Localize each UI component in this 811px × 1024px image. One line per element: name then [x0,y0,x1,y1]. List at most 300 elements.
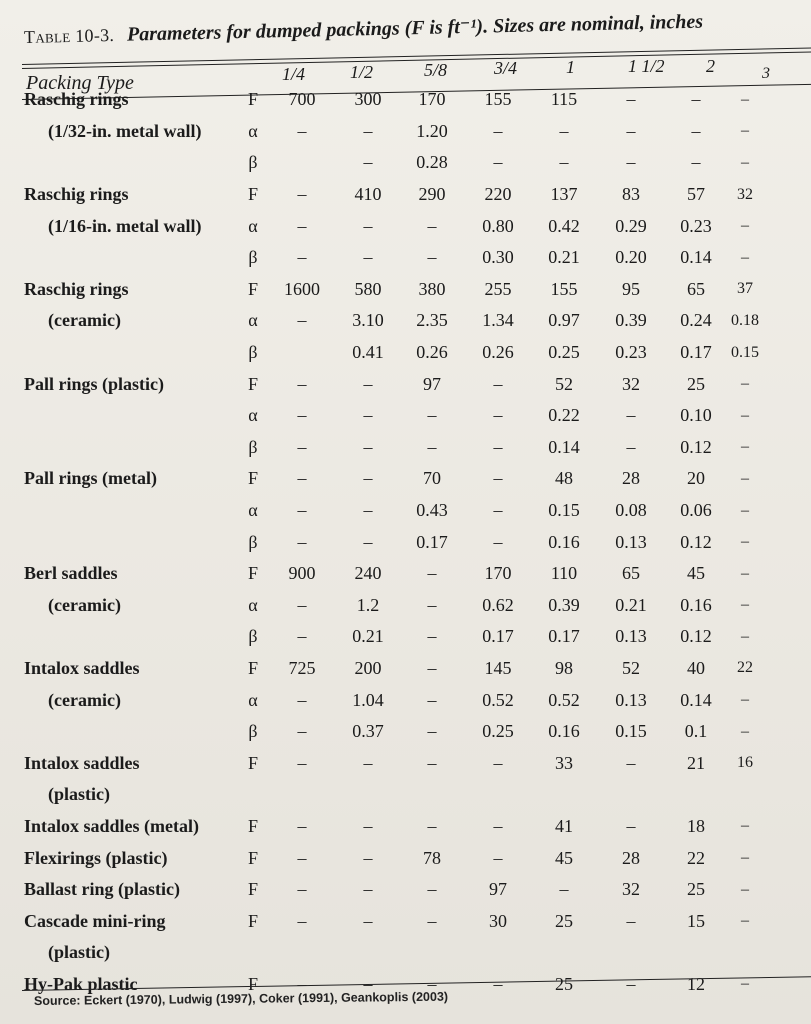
value-cell: 0.17 [416,531,448,552]
value-cell: – [363,152,373,173]
parameter-symbol-cell: β [248,247,258,268]
size-header-5-8: 5/8 [424,60,448,80]
value-cell [464,779,532,811]
parameter-symbol-cell: α [248,310,258,331]
value-cell: 0.62 [482,594,514,615]
value-cell: 170 [418,89,446,110]
size-header-3: 3 [762,65,770,82]
table-row [24,210,764,242]
value-cell: – [297,468,307,489]
value-cell: 0.21 [615,594,647,615]
value-cell: – [363,500,373,521]
value-cell [666,779,726,811]
size-header-1-2: 1/2 [350,62,374,82]
value-cell: – [363,847,373,868]
value-cell: – [427,879,437,900]
parameter-symbol-cell: F [247,373,258,394]
packing-type-cell [24,432,238,464]
top-rule-double [22,51,811,69]
table-row [24,274,764,306]
parameter-symbol-cell: α [248,405,258,426]
value-cell: 0.26 [482,342,514,363]
value-cell: 45 [687,563,705,584]
value-cell: – [427,721,437,742]
packing-type-cell: (1/32-in. metal wall) [48,120,202,141]
value-cell: 0.14 [680,247,712,268]
value-cell: 0.21 [352,626,384,647]
parameters-table [24,84,764,1000]
value-cell: – [741,596,749,614]
value-cell: 48 [555,468,573,489]
top-rule [22,47,811,65]
table-title: Parameters for dumped packings (F is ft⁻¹). Sizes are nominal, inches [126,10,704,46]
packing-type-cell: (plastic) [48,942,110,963]
table-row [24,84,764,116]
value-cell: – [741,217,749,235]
parameter-symbol-cell: F [247,563,258,584]
value-cell: 0.29 [615,215,647,236]
value-cell: 25 [687,373,705,394]
value-cell: 0.08 [615,500,647,521]
packing-type-cell [24,147,238,179]
value-cell: – [691,152,701,173]
value-cell: 290 [418,184,446,205]
value-cell: 0.14 [680,689,712,710]
value-cell: 0.30 [482,247,514,268]
value-cell: 200 [354,657,382,678]
parameter-symbol-cell: F [247,910,258,931]
value-cell: 725 [288,657,316,678]
value-cell: – [297,247,307,268]
value-cell: 0.10 [680,405,712,426]
value-cell: – [297,594,307,615]
value-cell: – [363,910,373,931]
value-cell: – [363,752,373,773]
packing-type-cell: Berl saddles [24,563,118,584]
value-cell: 145 [484,657,512,678]
value-cell: – [297,436,307,457]
value-cell: – [363,120,373,141]
packing-type-cell [24,621,238,653]
parameter-symbol-cell: β [248,152,258,173]
value-cell: 220 [484,184,512,205]
value-cell: 900 [288,563,316,584]
value-cell [268,337,336,369]
value-cell: – [297,531,307,552]
value-cell: – [297,973,307,994]
value-cell: 170 [484,563,512,584]
parameter-symbol-cell: β [248,436,258,457]
table-row [24,842,764,874]
value-cell: 30 [489,910,507,931]
value-cell: – [493,436,503,457]
packing-type-cell: Intalox saddles (metal) [24,815,199,836]
value-cell: 0.52 [482,689,514,710]
value-cell: 18 [687,815,705,836]
value-cell: 45 [555,847,573,868]
value-cell: – [427,436,437,457]
value-cell: 25 [555,973,573,994]
value-cell: 22 [737,659,753,677]
value-cell: – [427,815,437,836]
value-cell: – [363,973,373,994]
value-cell: – [559,152,569,173]
value-cell: 22 [687,847,705,868]
value-cell: – [427,752,437,773]
value-cell: – [363,815,373,836]
packing-type-cell: Flexirings (plastic) [24,847,168,868]
value-cell [336,779,400,811]
table-row [24,400,764,432]
value-cell: – [741,122,749,140]
value-cell: – [427,594,437,615]
value-cell [596,937,666,969]
packing-type-cell: (1/16-in. metal wall) [48,215,202,236]
table-row [24,811,764,843]
table-row [24,432,764,464]
value-cell: – [297,405,307,426]
size-header-3-4: 3/4 [494,58,518,78]
value-cell: 0.13 [615,626,647,647]
value-cell: – [741,817,749,835]
packing-type-cell: Pall rings (plastic) [24,373,164,394]
parameter-symbol-cell: F [247,468,258,489]
value-cell: 0.97 [548,310,580,331]
value-cell: – [626,910,636,931]
packing-type-cell [24,495,238,527]
value-cell: – [427,563,437,584]
value-cell: 137 [550,184,578,205]
value-cell [532,779,596,811]
value-cell: 0.13 [615,689,647,710]
value-cell: 28 [622,468,640,489]
value-cell: 57 [687,184,705,205]
value-cell: – [297,184,307,205]
parameter-symbol-cell [238,779,268,811]
value-cell: – [741,849,749,867]
value-cell: 0.17 [680,342,712,363]
table-row [24,779,764,811]
value-cell: 32 [622,879,640,900]
parameter-symbol-cell: α [248,500,258,521]
value-cell [726,937,764,969]
value-cell: 0.12 [680,626,712,647]
value-cell: – [741,912,749,930]
value-cell: – [626,152,636,173]
value-cell: 0.28 [416,152,448,173]
value-cell: – [427,215,437,236]
packing-type-cell [24,242,238,274]
value-cell: 15 [687,910,705,931]
value-cell: – [741,438,749,456]
value-cell: – [493,468,503,489]
value-cell: – [363,373,373,394]
value-cell: 25 [555,910,573,931]
value-cell: – [427,910,437,931]
value-cell: 97 [423,373,441,394]
value-cell: 0.25 [482,721,514,742]
value-cell: – [297,500,307,521]
table-row [24,747,764,779]
table-row [24,937,764,969]
parameter-symbol-cell: β [248,721,258,742]
value-cell: – [741,153,749,171]
value-cell: 0.17 [548,626,580,647]
parameter-symbol-cell: F [247,815,258,836]
value-cell [532,937,596,969]
value-cell: 21 [687,752,705,773]
table-row [24,558,764,590]
parameter-symbol-cell: α [248,120,258,141]
value-cell: – [626,436,636,457]
value-cell: – [741,691,749,709]
value-cell: 0.14 [548,436,580,457]
value-cell: 95 [622,278,640,299]
table-row [24,905,764,937]
packing-type-cell: (ceramic) [48,689,121,710]
value-cell: – [427,973,437,994]
value-cell: – [691,89,701,110]
value-cell: – [741,975,749,993]
value-cell: 0.16 [548,531,580,552]
value-cell [666,937,726,969]
value-cell: – [741,501,749,519]
value-cell: 0.17 [482,626,514,647]
packing-type-header: Packing Type [26,72,134,94]
value-cell: – [297,310,307,331]
value-cell: – [297,910,307,931]
value-cell: 1.2 [356,594,380,615]
packing-type-cell: (ceramic) [48,310,121,331]
value-cell: – [741,375,749,393]
parameter-symbol-cell: β [248,531,258,552]
value-cell [400,937,464,969]
value-cell: 83 [622,184,640,205]
value-cell: 240 [354,563,382,584]
value-cell: – [626,120,636,141]
packing-type-cell: Intalox saddles [24,657,140,678]
value-cell: – [363,215,373,236]
value-cell: – [297,626,307,647]
value-cell: – [741,722,749,740]
value-cell: 98 [555,657,573,678]
table-row [24,621,764,653]
value-cell: 0.16 [680,594,712,615]
value-cell: 52 [555,373,573,394]
packing-type-cell: Cascade mini-ring [24,910,166,931]
value-cell: – [741,627,749,645]
table-row [24,179,764,211]
value-cell: – [626,815,636,836]
value-cell: 0.21 [548,247,580,268]
value-cell: – [741,533,749,551]
value-cell: 0.12 [680,531,712,552]
value-cell [726,779,764,811]
value-cell: – [297,721,307,742]
parameter-symbol-cell: α [248,689,258,710]
value-cell: 115 [550,89,578,110]
packing-type-cell: Raschig rings [24,278,129,299]
parameter-symbol-cell: F [247,89,258,110]
value-cell: – [626,405,636,426]
value-cell: 0.26 [416,342,448,363]
value-cell: 300 [354,89,382,110]
table-row [24,716,764,748]
value-cell: – [493,120,503,141]
value-cell: 0.37 [352,721,384,742]
value-cell: – [363,405,373,426]
value-cell: 0.15 [731,343,759,361]
table-row [24,368,764,400]
value-cell: 155 [484,89,512,110]
packing-type-cell [24,337,238,369]
value-cell: 0.06 [680,500,712,521]
value-cell: – [363,436,373,457]
value-cell: 16 [737,754,753,772]
size-header-1: 1 [566,57,575,77]
value-cell: – [427,247,437,268]
value-cell: 700 [288,89,316,110]
value-cell: 2.35 [416,310,448,331]
value-cell: 0.41 [352,342,384,363]
table-row [24,526,764,558]
value-cell: – [493,152,503,173]
table-row [24,495,764,527]
value-cell: – [493,815,503,836]
table-row [24,874,764,906]
value-cell: 41 [555,815,573,836]
value-cell: 0.39 [548,594,580,615]
value-cell: 65 [622,563,640,584]
value-cell: 0.24 [680,310,712,331]
value-cell: 12 [687,973,705,994]
table-caption [24,6,804,49]
size-header-2: 2 [706,56,715,76]
table-row [24,337,764,369]
value-cell: – [626,752,636,773]
value-cell: 65 [687,278,705,299]
size-header-1-1-2: 1 1/2 [628,56,665,76]
packing-type-cell: Ballast ring (plastic) [24,879,180,900]
value-cell: – [363,468,373,489]
value-cell: 0.22 [548,405,580,426]
packing-type-cell [24,400,238,432]
value-cell: 0.15 [548,500,580,521]
value-cell: 0.12 [680,436,712,457]
value-cell: 0.23 [680,215,712,236]
value-cell: – [741,248,749,266]
parameter-symbol-cell: α [248,594,258,615]
table-row [24,147,764,179]
value-cell: 70 [423,468,441,489]
value-cell: – [427,405,437,426]
value-cell [268,147,336,179]
packing-type-cell: Hy-Pak plastic [24,973,138,994]
value-cell: – [741,564,749,582]
value-cell: 97 [489,879,507,900]
value-cell [464,937,532,969]
value-cell: – [297,879,307,900]
value-cell: 32 [622,373,640,394]
value-cell: – [493,847,503,868]
value-cell: – [427,626,437,647]
value-cell: – [363,531,373,552]
table-row [24,653,764,685]
value-cell: 37 [737,280,753,298]
value-cell: – [691,120,701,141]
table-row [24,242,764,274]
packing-type-cell: (plastic) [48,784,110,805]
value-cell: 20 [687,468,705,489]
value-cell: – [297,815,307,836]
value-cell: – [493,405,503,426]
value-cell: – [559,879,569,900]
value-cell: 110 [550,563,578,584]
parameter-symbol-cell: β [248,626,258,647]
value-cell [596,779,666,811]
value-cell: 25 [687,879,705,900]
value-cell: 28 [622,847,640,868]
table-row [24,590,764,622]
value-cell: – [297,847,307,868]
value-cell: 155 [550,278,578,299]
value-cell: – [626,973,636,994]
value-cell: 580 [354,278,382,299]
value-cell: 410 [354,184,382,205]
value-cell: – [493,531,503,552]
parameter-symbol-cell: F [247,973,258,994]
parameter-symbol-cell: F [247,879,258,900]
parameter-symbol-cell: F [247,752,258,773]
value-cell: – [363,247,373,268]
value-cell: – [626,89,636,110]
parameter-symbol-cell: F [247,657,258,678]
value-cell: – [741,880,749,898]
value-cell: 0.20 [615,247,647,268]
value-cell: 0.25 [548,342,580,363]
value-cell: 1600 [284,278,320,299]
packing-type-cell: Raschig rings [24,89,129,110]
value-cell: 32 [737,185,753,203]
value-cell [336,937,400,969]
packing-type-cell [24,716,238,748]
value-cell: 0.16 [548,721,580,742]
value-cell: – [559,120,569,141]
parameter-symbol-cell: F [247,184,258,205]
value-cell [268,937,336,969]
source-note: Source: Eckert (1970), Ludwig (1997), Coker (1991), Geankoplis (2003) [33,989,449,1008]
value-cell: – [493,500,503,521]
value-cell: 1.20 [416,120,448,141]
value-cell: – [741,469,749,487]
value-cell: 1.34 [482,310,514,331]
parameter-symbol-cell: F [247,847,258,868]
value-cell: – [297,373,307,394]
value-cell: – [741,90,749,108]
value-cell: – [427,689,437,710]
value-cell: – [297,215,307,236]
value-cell: 0.23 [615,342,647,363]
value-cell [268,779,336,811]
value-cell: 0.13 [615,531,647,552]
value-cell: – [493,752,503,773]
value-cell: 33 [555,752,573,773]
value-cell: 0.80 [482,215,514,236]
table-row [24,305,764,337]
packing-type-cell: (ceramic) [48,594,121,615]
value-cell: 380 [418,278,446,299]
value-cell: 3.10 [352,310,384,331]
